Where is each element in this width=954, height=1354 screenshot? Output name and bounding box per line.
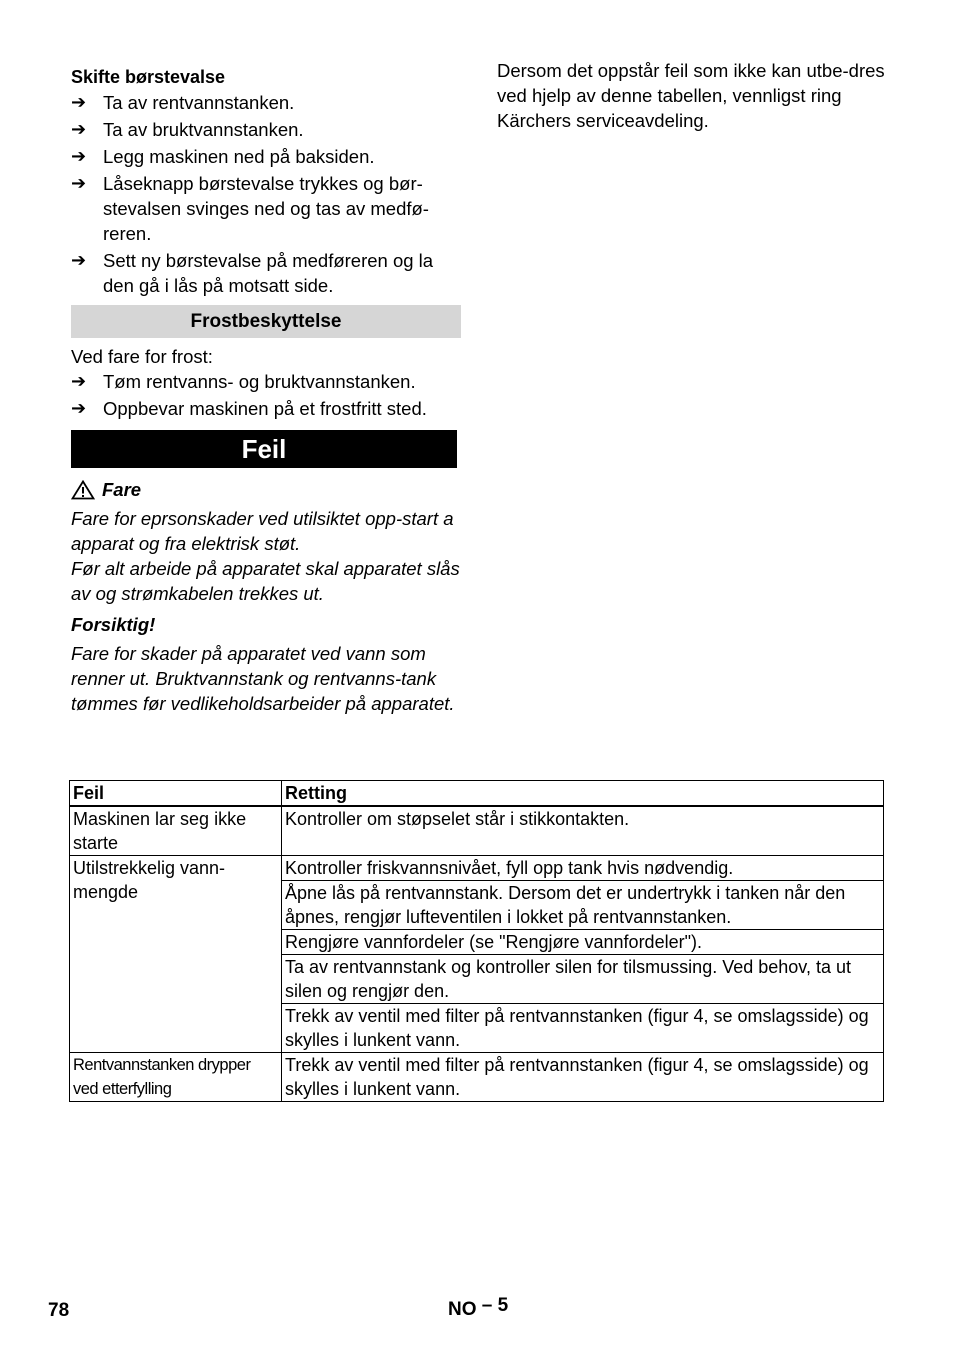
- danger-heading: [71, 477, 461, 502]
- page-number: 78: [48, 1300, 70, 1321]
- frost-intro: Ved fare for frost:: [71, 346, 213, 367]
- list-item: ➔ Ta av bruktvannstanken.: [71, 119, 304, 140]
- list-item: ➔ Legg maskinen ned på baksiden.: [71, 146, 375, 167]
- header-fault: Feil: [70, 781, 282, 807]
- remedy-cell: Rengjøre vannfordeler (se "Rengjøre vannfordeler").: [282, 930, 884, 955]
- remedy-cell: Kontroller friskvannsnivået, fyll opp tank hvis nødvendig.: [282, 856, 884, 881]
- list-item: ➔ Oppbevar maskinen på et frostfritt sted.: [71, 398, 427, 419]
- table-row: [70, 806, 884, 856]
- table-header-row: [70, 781, 884, 807]
- list-item: ➔ Ta av rentvannstanken.: [71, 92, 295, 113]
- left-column: [71, 64, 461, 716]
- arrow-right-icon: ➔: [71, 119, 87, 139]
- fault-cell: Rentvannstanken drypper ved etterfylling: [70, 1053, 282, 1102]
- arrow-right-icon: ➔: [71, 173, 87, 193]
- arrow-right-icon: ➔: [71, 92, 87, 112]
- section-page-label: [448, 1297, 508, 1322]
- arrow-right-icon: ➔: [71, 146, 87, 166]
- arrow-right-icon: ➔: [71, 250, 87, 270]
- fault-cell: Utilstrekkelig vann-mengde: [70, 856, 282, 1053]
- fault-heading: Feil: [71, 430, 457, 468]
- brush-steps: [71, 90, 461, 298]
- fault-cell: Maskinen lar seg ikke starte: [70, 806, 282, 856]
- warning-triangle-icon: [71, 480, 95, 500]
- list-item: ➔ Låseknapp børstevalse trykkes og bør-stevalsen svinges ned og tas av medfø-reren.: [71, 173, 429, 244]
- danger-text: Før alt arbeide på apparatet skal apparatet slås av og strømkabelen trekkes ut.: [71, 558, 460, 604]
- danger-text: Fare for eprsonskader ved utilsiktet opp-start a apparat og fra elektrisk støt.: [71, 508, 454, 554]
- caution-text: Fare for skader på apparatet ved vann som renner ut. Bruktvannstank og rentvanns-tank tømmes før vedlikeholdsarbeider på apparatet.: [71, 643, 455, 714]
- language-code: NO: [448, 1299, 477, 1320]
- frost-heading: Frostbeskyttelse: [71, 305, 461, 338]
- table-row: [70, 1053, 884, 1102]
- right-column: [497, 58, 892, 133]
- list-item: ➔ Tøm rentvanns- og bruktvannstanken.: [71, 371, 416, 392]
- table-row: [70, 856, 884, 881]
- frost-steps: [71, 369, 461, 421]
- remedy-cell: Trekk av ventil med filter på rentvannstanken (figur 4, se omslagsside) og skylles i lunkent vann.: [282, 1053, 884, 1102]
- list-item: ➔ Sett ny børstevalse på medføreren og la den gå i lås på motsatt side.: [71, 250, 434, 296]
- service-note: Dersom det oppstår feil som ikke kan utbe-dres ved hjelp av denne tabellen, vennligst ring Kärchers serviceavdeling.: [497, 60, 885, 131]
- header-remedy: Retting: [282, 781, 884, 807]
- arrow-right-icon: ➔: [71, 371, 87, 391]
- arrow-right-icon: ➔: [71, 398, 87, 418]
- remedy-cell: Åpne lås på rentvannstank. Dersom det er undertrykk i tanken når den åpnes, rengjør lufteventilen i lokket på rentvannstanken.: [282, 881, 884, 930]
- fault-table: [69, 780, 884, 1102]
- remedy-cell: Ta av rentvannstank og kontroller silen for tilsmussing. Ved behov, ta ut silen og rengjør den.: [282, 955, 884, 1004]
- brush-heading: Skifte børstevalse: [71, 67, 226, 87]
- caution-label: Forsiktig!: [71, 614, 156, 635]
- danger-label: Fare: [102, 479, 142, 500]
- remedy-cell: Kontroller om støpselet står i stikkontakten.: [282, 806, 884, 856]
- section-page: – 5: [481, 1295, 509, 1316]
- remedy-cell: Trekk av ventil med filter på rentvannstanken (figur 4, se omslagsside) og skylles i lunkent vann.: [282, 1004, 884, 1053]
